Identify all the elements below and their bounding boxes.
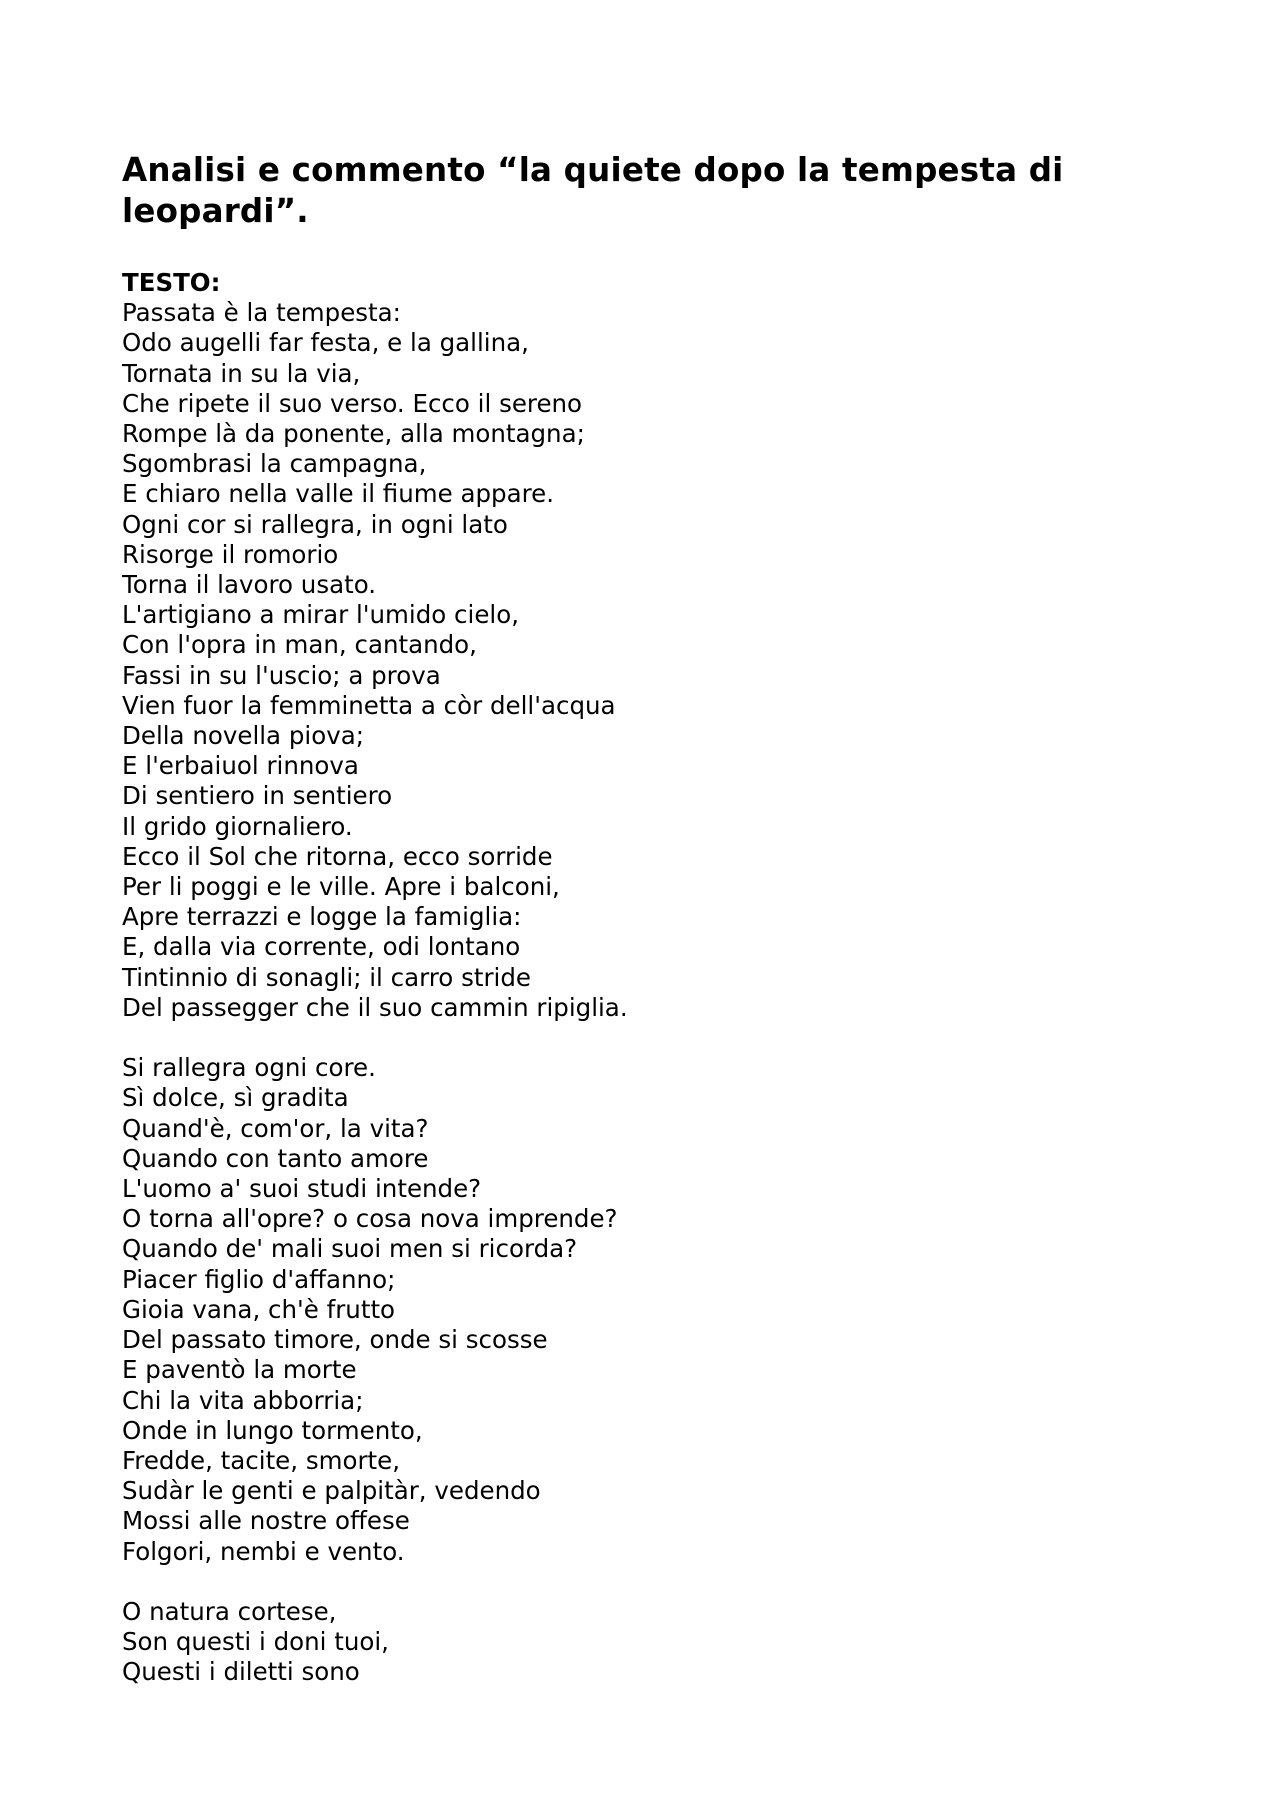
- poem-line: Del passegger che il suo cammin ripiglia.: [122, 992, 628, 1022]
- poem-line: Rompe là da ponente, alla montagna;: [122, 419, 585, 449]
- poem-line: Chi la vita abborria;: [122, 1385, 364, 1415]
- poem-line: Il grido giornaliero.: [122, 811, 353, 841]
- poem-line: Quando con tanto amore: [122, 1143, 429, 1173]
- poem-text: [122, 298, 1182, 1687]
- poem-line: Sgombrasi la campagna,: [122, 449, 427, 479]
- poem-line: E chiaro nella valle il fiume appare.: [122, 479, 555, 509]
- poem-line: L'uomo a' suoi studi intende?: [122, 1174, 482, 1204]
- poem-line: L'artigiano a mirar l'umido cielo,: [122, 600, 519, 630]
- poem-line: Torna il lavoro usato.: [122, 570, 377, 600]
- poem-line: Per li poggi e le ville. Apre i balconi,: [122, 872, 560, 902]
- poem-line: E l'erbaiuol rinnova: [122, 751, 359, 781]
- poem-line: Piacer figlio d'affanno;: [122, 1264, 396, 1294]
- document-title: Analisi e commento “la quiete dopo la tempesta di leopardi”.: [122, 151, 1064, 230]
- poem-line: Son questi i doni tuoi,: [122, 1627, 389, 1657]
- poem-line: Fassi in su l'uscio; a prova: [122, 660, 441, 690]
- poem-line: Folgori, nembi e vento.: [122, 1536, 405, 1566]
- poem-line: Gioia vana, ch'è frutto: [122, 1294, 396, 1324]
- poem-line: Quand'è, com'or, la vita?: [122, 1113, 429, 1143]
- poem-line: Questi i diletti sono: [122, 1657, 360, 1687]
- poem-line: Vien fuor la femminetta a còr dell'acqua: [122, 690, 616, 720]
- poem-stanza: [122, 1597, 1182, 1688]
- document-content: [122, 150, 1182, 1688]
- poem-line: Della novella piova;: [122, 721, 364, 751]
- poem-line: E paventò la morte: [122, 1355, 357, 1385]
- poem-line: Del passato timore, onde si scosse: [122, 1325, 548, 1355]
- poem-line: Apre terrazzi e logge la famiglia:: [122, 902, 522, 932]
- poem-line: E, dalla via corrente, odi lontano: [122, 932, 521, 962]
- poem-line: Ecco il Sol che ritorna, ecco sorride: [122, 841, 553, 871]
- poem-stanza: [122, 1053, 1182, 1566]
- poem-line: O torna all'opre? o cosa nova imprende?: [122, 1204, 618, 1234]
- poem-line: Di sentiero in sentiero: [122, 781, 393, 811]
- poem-line: Si rallegra ogni core.: [122, 1053, 376, 1083]
- poem-line: Sudàr le genti e palpitàr, vedendo: [122, 1476, 541, 1506]
- poem-line: Ogni cor si rallegra, in ogni lato: [122, 509, 508, 539]
- poem-line: Passata è la tempesta:: [122, 298, 401, 328]
- poem-line: Con l'opra in man, cantando,: [122, 630, 477, 660]
- poem-line: Che ripete il suo verso. Ecco il sereno: [122, 388, 583, 418]
- poem-stanza: [122, 298, 1182, 1023]
- poem-line: O natura cortese,: [122, 1596, 337, 1626]
- poem-line: Odo augelli far festa, e la gallina,: [122, 328, 529, 358]
- section-label-testo: TESTO:: [122, 268, 221, 297]
- poem-line: Tintinnio di sonagli; il carro stride: [122, 962, 531, 992]
- poem-line: Risorge il romorio: [122, 539, 339, 569]
- poem-line: Onde in lungo tormento,: [122, 1415, 423, 1445]
- poem-line: Quando de' mali suoi men si ricorda?: [122, 1234, 578, 1264]
- poem-line: Tornata in su la via,: [122, 358, 361, 388]
- poem-line: Mossi alle nostre offese: [122, 1506, 410, 1536]
- poem-line: Fredde, tacite, smorte,: [122, 1445, 400, 1475]
- poem-line: Sì dolce, sì gradita: [122, 1083, 349, 1113]
